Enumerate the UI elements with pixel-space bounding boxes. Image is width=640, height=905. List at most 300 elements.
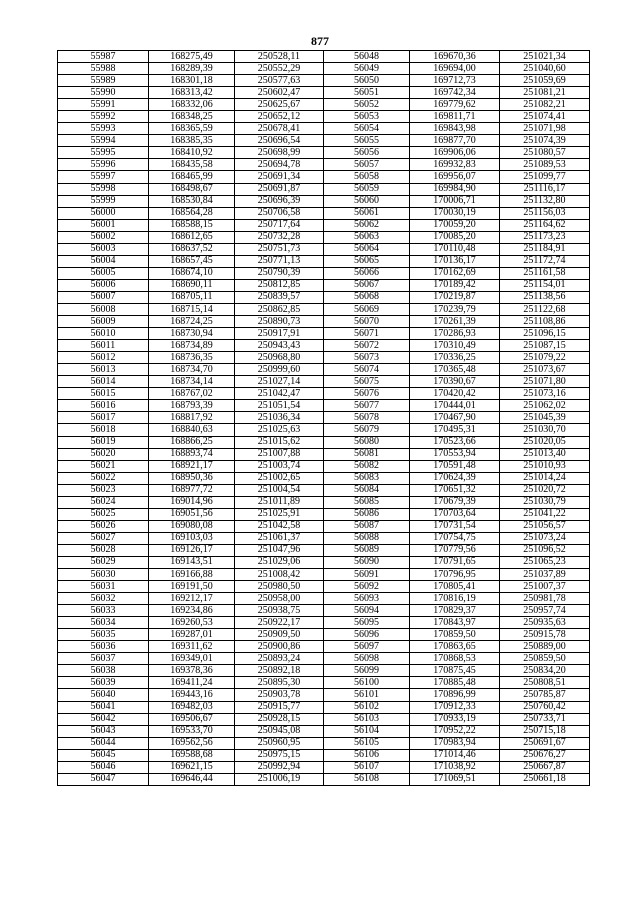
point-number-right-cell: 56067: [324, 279, 410, 291]
point-number-left-cell: 56011: [58, 340, 149, 352]
point-number-left-cell: 56001: [58, 219, 149, 231]
y-coordinate-left-cell: 250577,63: [235, 75, 324, 87]
point-number-right-cell: 56089: [324, 544, 410, 556]
y-coordinate-left-cell: 250980,50: [235, 581, 324, 593]
point-number-right-cell: 56064: [324, 243, 410, 255]
y-coordinate-left-cell: 251051,54: [235, 400, 324, 412]
x-coordinate-right-cell: 170162,69: [410, 267, 500, 279]
y-coordinate-right-cell: 251154,01: [500, 279, 590, 291]
x-coordinate-left-cell: 168715,14: [149, 303, 235, 315]
x-coordinate-left-cell: 168588,15: [149, 219, 235, 231]
x-coordinate-right-cell: 170261,39: [410, 316, 500, 328]
y-coordinate-right-cell: 250957,74: [500, 605, 590, 617]
x-coordinate-right-cell: 170467,90: [410, 412, 500, 424]
table-row: [58, 508, 590, 520]
x-coordinate-right-cell: 171014,46: [410, 749, 500, 761]
point-number-left-cell: 56003: [58, 243, 149, 255]
point-number-right-cell: 56056: [324, 147, 410, 159]
x-coordinate-left-cell: 168498,67: [149, 183, 235, 195]
x-coordinate-left-cell: 168730,94: [149, 328, 235, 340]
table-row: [58, 111, 590, 123]
point-number-right-cell: 56098: [324, 653, 410, 665]
x-coordinate-left-cell: 169287,01: [149, 629, 235, 641]
table-row: [58, 581, 590, 593]
x-coordinate-left-cell: 168690,11: [149, 279, 235, 291]
point-number-right-cell: 56078: [324, 412, 410, 424]
y-coordinate-left-cell: 250698,99: [235, 147, 324, 159]
point-number-left-cell: 55993: [58, 123, 149, 135]
table-row: [58, 171, 590, 183]
table-row: [58, 424, 590, 436]
y-coordinate-left-cell: 250552,29: [235, 63, 324, 75]
x-coordinate-right-cell: 170624,39: [410, 472, 500, 484]
table-row: [58, 737, 590, 749]
y-coordinate-right-cell: 251073,24: [500, 532, 590, 544]
y-coordinate-left-cell: 250893,24: [235, 653, 324, 665]
point-number-right-cell: 56051: [324, 87, 410, 99]
y-coordinate-right-cell: 251073,16: [500, 388, 590, 400]
y-coordinate-right-cell: 250676,27: [500, 749, 590, 761]
table-row: [58, 87, 590, 99]
point-number-left-cell: 56016: [58, 400, 149, 412]
table-row: [58, 207, 590, 219]
y-coordinate-left-cell: 251042,58: [235, 520, 324, 532]
point-number-right-cell: 56104: [324, 725, 410, 737]
x-coordinate-left-cell: 168893,74: [149, 448, 235, 460]
y-coordinate-left-cell: 250751,73: [235, 243, 324, 255]
point-number-left-cell: 55996: [58, 159, 149, 171]
y-coordinate-left-cell: 251036,34: [235, 412, 324, 424]
y-coordinate-right-cell: 251020,05: [500, 436, 590, 448]
point-number-left-cell: 56020: [58, 448, 149, 460]
y-coordinate-left-cell: 250717,64: [235, 219, 324, 231]
point-number-left-cell: 56013: [58, 364, 149, 376]
table-row: [58, 195, 590, 207]
y-coordinate-right-cell: 250667,87: [500, 761, 590, 773]
x-coordinate-left-cell: 169506,67: [149, 713, 235, 725]
point-number-right-cell: 56101: [324, 689, 410, 701]
point-number-left-cell: 56039: [58, 677, 149, 689]
x-coordinate-right-cell: 170912,33: [410, 701, 500, 713]
x-coordinate-right-cell: 170933,19: [410, 713, 500, 725]
point-number-left-cell: 56043: [58, 725, 149, 737]
table-row: [58, 328, 590, 340]
table-row: [58, 147, 590, 159]
y-coordinate-left-cell: 251006,19: [235, 773, 324, 785]
point-number-right-cell: 56077: [324, 400, 410, 412]
y-coordinate-right-cell: 251164,62: [500, 219, 590, 231]
y-coordinate-right-cell: 251161,58: [500, 267, 590, 279]
point-number-right-cell: 56094: [324, 605, 410, 617]
y-coordinate-left-cell: 250732,28: [235, 231, 324, 243]
coordinates-table-body: [58, 51, 590, 786]
point-number-right-cell: 56073: [324, 352, 410, 364]
x-coordinate-right-cell: 170863,65: [410, 641, 500, 653]
y-coordinate-left-cell: 250812,85: [235, 279, 324, 291]
x-coordinate-left-cell: 169103,03: [149, 532, 235, 544]
y-coordinate-right-cell: 251116,17: [500, 183, 590, 195]
y-coordinate-right-cell: 251056,57: [500, 520, 590, 532]
y-coordinate-left-cell: 250694,78: [235, 159, 324, 171]
table-row: [58, 51, 590, 63]
y-coordinate-right-cell: 251037,89: [500, 569, 590, 581]
point-number-left-cell: 56022: [58, 472, 149, 484]
y-coordinate-right-cell: 250834,20: [500, 665, 590, 677]
table-row: [58, 544, 590, 556]
point-number-left-cell: 56012: [58, 352, 149, 364]
x-coordinate-right-cell: 170885,48: [410, 677, 500, 689]
table-row: [58, 255, 590, 267]
x-coordinate-right-cell: 170553,94: [410, 448, 500, 460]
table-row: [58, 376, 590, 388]
y-coordinate-right-cell: 251089,53: [500, 159, 590, 171]
point-number-right-cell: 56100: [324, 677, 410, 689]
y-coordinate-left-cell: 250960,95: [235, 737, 324, 749]
x-coordinate-left-cell: 169143,51: [149, 556, 235, 568]
y-coordinate-right-cell: 251065,23: [500, 556, 590, 568]
table-row: [58, 219, 590, 231]
x-coordinate-left-cell: 169234,86: [149, 605, 235, 617]
point-number-right-cell: 56070: [324, 316, 410, 328]
y-coordinate-right-cell: 250715,18: [500, 725, 590, 737]
y-coordinate-right-cell: 251071,98: [500, 123, 590, 135]
point-number-right-cell: 56099: [324, 665, 410, 677]
y-coordinate-left-cell: 250992,94: [235, 761, 324, 773]
table-row: [58, 689, 590, 701]
table-row: [58, 749, 590, 761]
x-coordinate-right-cell: 170286,93: [410, 328, 500, 340]
y-coordinate-left-cell: 251007,88: [235, 448, 324, 460]
point-number-right-cell: 56096: [324, 629, 410, 641]
table-row: [58, 520, 590, 532]
point-number-left-cell: 56042: [58, 713, 149, 725]
table-row: [58, 629, 590, 641]
x-coordinate-right-cell: 170805,41: [410, 581, 500, 593]
x-coordinate-right-cell: 170390,67: [410, 376, 500, 388]
x-coordinate-left-cell: 168977,72: [149, 484, 235, 496]
table-row: [58, 484, 590, 496]
y-coordinate-left-cell: 250975,15: [235, 749, 324, 761]
table-row: [58, 99, 590, 111]
point-number-right-cell: 56084: [324, 484, 410, 496]
point-number-left-cell: 55994: [58, 135, 149, 147]
y-coordinate-right-cell: 251082,21: [500, 99, 590, 111]
x-coordinate-right-cell: 170059,20: [410, 219, 500, 231]
point-number-left-cell: 56007: [58, 291, 149, 303]
table-row: [58, 123, 590, 135]
x-coordinate-left-cell: 169588,68: [149, 749, 235, 761]
point-number-right-cell: 56053: [324, 111, 410, 123]
table-row: [58, 291, 590, 303]
x-coordinate-right-cell: 170896,99: [410, 689, 500, 701]
x-coordinate-left-cell: 168410,92: [149, 147, 235, 159]
x-coordinate-left-cell: 169443,16: [149, 689, 235, 701]
y-coordinate-right-cell: 251184,91: [500, 243, 590, 255]
x-coordinate-right-cell: 169694,00: [410, 63, 500, 75]
point-number-left-cell: 56044: [58, 737, 149, 749]
y-coordinate-right-cell: 251062,02: [500, 400, 590, 412]
table-row: [58, 761, 590, 773]
point-number-left-cell: 55999: [58, 195, 149, 207]
point-number-left-cell: 56036: [58, 641, 149, 653]
x-coordinate-right-cell: 170679,39: [410, 496, 500, 508]
point-number-left-cell: 56009: [58, 316, 149, 328]
y-coordinate-left-cell: 250917,91: [235, 328, 324, 340]
x-coordinate-right-cell: 169742,34: [410, 87, 500, 99]
y-coordinate-right-cell: 251081,21: [500, 87, 590, 99]
point-number-right-cell: 56057: [324, 159, 410, 171]
point-number-right-cell: 56058: [324, 171, 410, 183]
point-number-right-cell: 56106: [324, 749, 410, 761]
x-coordinate-right-cell: 170829,37: [410, 605, 500, 617]
y-coordinate-left-cell: 250696,54: [235, 135, 324, 147]
x-coordinate-right-cell: 170523,66: [410, 436, 500, 448]
y-coordinate-left-cell: 250862,85: [235, 303, 324, 315]
point-number-left-cell: 56024: [58, 496, 149, 508]
y-coordinate-right-cell: 251122,68: [500, 303, 590, 315]
y-coordinate-right-cell: 250661,18: [500, 773, 590, 785]
table-row: [58, 532, 590, 544]
x-coordinate-right-cell: 170868,53: [410, 653, 500, 665]
x-coordinate-left-cell: 168767,02: [149, 388, 235, 400]
point-number-right-cell: 56103: [324, 713, 410, 725]
x-coordinate-left-cell: 169533,70: [149, 725, 235, 737]
point-number-right-cell: 56061: [324, 207, 410, 219]
x-coordinate-right-cell: 170703,64: [410, 508, 500, 520]
point-number-right-cell: 56071: [324, 328, 410, 340]
x-coordinate-left-cell: 169166,88: [149, 569, 235, 581]
y-coordinate-left-cell: 250696,39: [235, 195, 324, 207]
y-coordinate-left-cell: 251008,42: [235, 569, 324, 581]
table-row: [58, 460, 590, 472]
point-number-left-cell: 56002: [58, 231, 149, 243]
x-coordinate-right-cell: 170875,45: [410, 665, 500, 677]
table-row: [58, 569, 590, 581]
point-number-left-cell: 55997: [58, 171, 149, 183]
point-number-right-cell: 56075: [324, 376, 410, 388]
y-coordinate-right-cell: 251096,52: [500, 544, 590, 556]
table-row: [58, 352, 590, 364]
x-coordinate-right-cell: 170651,32: [410, 484, 500, 496]
point-number-left-cell: 55995: [58, 147, 149, 159]
y-coordinate-left-cell: 250922,17: [235, 617, 324, 629]
point-number-left-cell: 56023: [58, 484, 149, 496]
y-coordinate-right-cell: 251041,22: [500, 508, 590, 520]
x-coordinate-left-cell: 168465,99: [149, 171, 235, 183]
x-coordinate-left-cell: 168564,28: [149, 207, 235, 219]
y-coordinate-right-cell: 251030,70: [500, 424, 590, 436]
x-coordinate-right-cell: 170591,48: [410, 460, 500, 472]
x-coordinate-left-cell: 169260,53: [149, 617, 235, 629]
point-number-right-cell: 56082: [324, 460, 410, 472]
point-number-left-cell: 56006: [58, 279, 149, 291]
x-coordinate-left-cell: 169646,44: [149, 773, 235, 785]
point-number-right-cell: 56107: [324, 761, 410, 773]
x-coordinate-left-cell: 168385,35: [149, 135, 235, 147]
page-number: 877: [311, 34, 329, 48]
point-number-right-cell: 56068: [324, 291, 410, 303]
x-coordinate-right-cell: 170754,75: [410, 532, 500, 544]
y-coordinate-right-cell: 251079,22: [500, 352, 590, 364]
point-number-right-cell: 56050: [324, 75, 410, 87]
point-number-left-cell: 55990: [58, 87, 149, 99]
x-coordinate-right-cell: 169670,36: [410, 51, 500, 63]
point-number-left-cell: 56025: [58, 508, 149, 520]
x-coordinate-right-cell: 170796,95: [410, 569, 500, 581]
point-number-right-cell: 56062: [324, 219, 410, 231]
y-coordinate-right-cell: 251173,23: [500, 231, 590, 243]
y-coordinate-left-cell: 250528,11: [235, 51, 324, 63]
y-coordinate-left-cell: 251029,06: [235, 556, 324, 568]
x-coordinate-right-cell: 170030,19: [410, 207, 500, 219]
y-coordinate-left-cell: 250706,58: [235, 207, 324, 219]
table-row: [58, 701, 590, 713]
x-coordinate-right-cell: 170791,65: [410, 556, 500, 568]
x-coordinate-left-cell: 169349,01: [149, 653, 235, 665]
x-coordinate-right-cell: 170110,48: [410, 243, 500, 255]
point-number-right-cell: 56088: [324, 532, 410, 544]
point-number-left-cell: 56014: [58, 376, 149, 388]
y-coordinate-left-cell: 250691,34: [235, 171, 324, 183]
y-coordinate-left-cell: 250892,18: [235, 665, 324, 677]
y-coordinate-left-cell: 250945,08: [235, 725, 324, 737]
point-number-right-cell: 56049: [324, 63, 410, 75]
table-row: [58, 641, 590, 653]
y-coordinate-left-cell: 251011,89: [235, 496, 324, 508]
y-coordinate-left-cell: 251061,37: [235, 532, 324, 544]
table-row: [58, 496, 590, 508]
y-coordinate-left-cell: 250895,30: [235, 677, 324, 689]
x-coordinate-right-cell: 169712,73: [410, 75, 500, 87]
y-coordinate-right-cell: 251013,40: [500, 448, 590, 460]
point-number-left-cell: 56015: [58, 388, 149, 400]
x-coordinate-right-cell: 169984,90: [410, 183, 500, 195]
point-number-left-cell: 56032: [58, 593, 149, 605]
point-number-left-cell: 56005: [58, 267, 149, 279]
point-number-right-cell: 56097: [324, 641, 410, 653]
x-coordinate-left-cell: 168365,59: [149, 123, 235, 135]
point-number-left-cell: 56037: [58, 653, 149, 665]
y-coordinate-left-cell: 250839,57: [235, 291, 324, 303]
point-number-left-cell: 56047: [58, 773, 149, 785]
x-coordinate-right-cell: 170843,97: [410, 617, 500, 629]
y-coordinate-left-cell: 250790,39: [235, 267, 324, 279]
table-row: [58, 75, 590, 87]
table-row: [58, 412, 590, 424]
y-coordinate-right-cell: 251014,24: [500, 472, 590, 484]
point-number-left-cell: 56028: [58, 544, 149, 556]
table-row: [58, 183, 590, 195]
x-coordinate-right-cell: 169956,07: [410, 171, 500, 183]
y-coordinate-left-cell: 251004,54: [235, 484, 324, 496]
x-coordinate-left-cell: 169212,17: [149, 593, 235, 605]
x-coordinate-left-cell: 168734,89: [149, 340, 235, 352]
y-coordinate-left-cell: 251003,74: [235, 460, 324, 472]
point-number-left-cell: 56038: [58, 665, 149, 677]
y-coordinate-right-cell: 251080,57: [500, 147, 590, 159]
x-coordinate-right-cell: 170779,56: [410, 544, 500, 556]
table-row: [58, 436, 590, 448]
x-coordinate-right-cell: 170365,48: [410, 364, 500, 376]
point-number-right-cell: 56095: [324, 617, 410, 629]
point-number-right-cell: 56086: [324, 508, 410, 520]
point-number-left-cell: 56021: [58, 460, 149, 472]
x-coordinate-right-cell: 170219,87: [410, 291, 500, 303]
table-row: [58, 340, 590, 352]
x-coordinate-left-cell: 168313,42: [149, 87, 235, 99]
point-number-right-cell: 56081: [324, 448, 410, 460]
point-number-right-cell: 56108: [324, 773, 410, 785]
table-row: [58, 773, 590, 785]
point-number-right-cell: 56074: [324, 364, 410, 376]
x-coordinate-right-cell: 170859,50: [410, 629, 500, 641]
x-coordinate-left-cell: 168289,39: [149, 63, 235, 75]
point-number-right-cell: 56076: [324, 388, 410, 400]
x-coordinate-left-cell: 169482,03: [149, 701, 235, 713]
point-number-left-cell: 56019: [58, 436, 149, 448]
y-coordinate-right-cell: 250889,00: [500, 641, 590, 653]
point-number-left-cell: 56035: [58, 629, 149, 641]
x-coordinate-left-cell: 168793,39: [149, 400, 235, 412]
y-coordinate-right-cell: 251073,67: [500, 364, 590, 376]
y-coordinate-left-cell: 251025,91: [235, 508, 324, 520]
x-coordinate-left-cell: 168736,35: [149, 352, 235, 364]
point-number-left-cell: 56040: [58, 689, 149, 701]
y-coordinate-right-cell: 251108,86: [500, 316, 590, 328]
table-row: [58, 448, 590, 460]
point-number-right-cell: 56069: [324, 303, 410, 315]
x-coordinate-left-cell: 168734,70: [149, 364, 235, 376]
x-coordinate-right-cell: 169932,83: [410, 159, 500, 171]
table-row: [58, 617, 590, 629]
x-coordinate-left-cell: 168950,36: [149, 472, 235, 484]
table-row: [58, 725, 590, 737]
point-number-left-cell: 56034: [58, 617, 149, 629]
x-coordinate-left-cell: 169126,17: [149, 544, 235, 556]
x-coordinate-right-cell: 170239,79: [410, 303, 500, 315]
y-coordinate-right-cell: 250760,42: [500, 701, 590, 713]
table-row: [58, 653, 590, 665]
table-row: [58, 665, 590, 677]
y-coordinate-left-cell: 250890,73: [235, 316, 324, 328]
y-coordinate-right-cell: 250859,50: [500, 653, 590, 665]
y-coordinate-left-cell: 251042,47: [235, 388, 324, 400]
table-row: [58, 472, 590, 484]
point-number-left-cell: 56031: [58, 581, 149, 593]
point-number-left-cell: 55988: [58, 63, 149, 75]
y-coordinate-left-cell: 251027,14: [235, 376, 324, 388]
y-coordinate-right-cell: 250808,51: [500, 677, 590, 689]
table-row: [58, 364, 590, 376]
x-coordinate-left-cell: 168724,25: [149, 316, 235, 328]
x-coordinate-right-cell: 170731,54: [410, 520, 500, 532]
x-coordinate-left-cell: 168840,63: [149, 424, 235, 436]
y-coordinate-right-cell: 251040,60: [500, 63, 590, 75]
x-coordinate-left-cell: 168705,11: [149, 291, 235, 303]
y-coordinate-left-cell: 250903,78: [235, 689, 324, 701]
point-number-right-cell: 56052: [324, 99, 410, 111]
x-coordinate-left-cell: 169080,08: [149, 520, 235, 532]
y-coordinate-left-cell: 251015,62: [235, 436, 324, 448]
y-coordinate-right-cell: 251020,72: [500, 484, 590, 496]
x-coordinate-right-cell: 169877,70: [410, 135, 500, 147]
x-coordinate-right-cell: 169811,71: [410, 111, 500, 123]
x-coordinate-left-cell: 168275,49: [149, 51, 235, 63]
x-coordinate-left-cell: 169621,15: [149, 761, 235, 773]
x-coordinate-left-cell: 168612,65: [149, 231, 235, 243]
y-coordinate-left-cell: 250943,43: [235, 340, 324, 352]
y-coordinate-left-cell: 250938,75: [235, 605, 324, 617]
